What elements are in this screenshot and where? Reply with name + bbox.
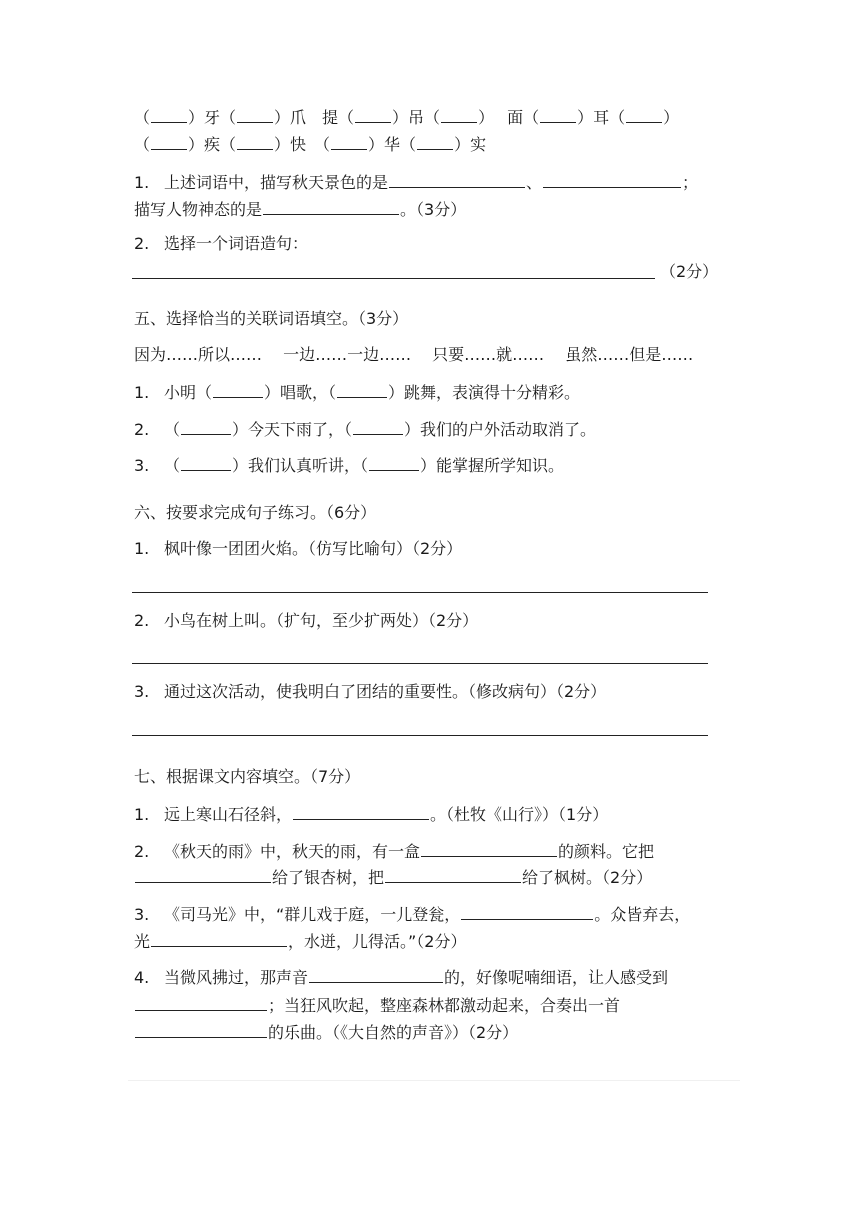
q5-item-3 [134, 454, 564, 476]
prompt-text: ；当狂风吹起，整座森林都激动起来，合奏出一首 [268, 996, 621, 1015]
prompt-text: 的，好像呢喃细语，让人感受到 [444, 968, 669, 987]
answer-blank[interactable] [369, 454, 419, 471]
item-number: 3. [134, 682, 150, 701]
q7-item-3-line-2 [134, 930, 467, 952]
idiom-text: ）吊（ [392, 108, 441, 127]
answer-blank[interactable] [135, 1021, 267, 1038]
idiom-row-1 [134, 106, 679, 128]
prompt-text: 当微风拂过，那声音 [164, 968, 309, 987]
item-number: 2. [134, 420, 150, 439]
item-number: 1. [134, 383, 150, 402]
prompt-text: ）我们的户外活动取消了。 [404, 420, 597, 439]
item-number: 1. [134, 805, 150, 824]
answer-line[interactable] [132, 735, 708, 736]
idiom-text: ）爪 提（ [274, 108, 355, 127]
q7-item-3-line-1 [134, 903, 690, 925]
q7-item-2-line-2 [134, 866, 652, 888]
section-5-heading: 五、选择恰当的关联词语填空。（3分） [134, 309, 409, 328]
score-text: 。（3分） [400, 200, 467, 219]
idiom-text: ） [663, 108, 680, 127]
prompt-text: 小鸟在树上叫。（扩句，至少扩两处）（2分） [164, 611, 479, 630]
idiom-blank[interactable] [355, 106, 391, 123]
q7-item-1 [134, 803, 608, 825]
prompt-text: 小明（ [164, 383, 213, 402]
answer-blank[interactable] [263, 198, 399, 215]
q7-item-4-line-2 [134, 994, 620, 1016]
prompt-text: 的乐曲。（《大自然的声音》）（2分） [268, 1023, 519, 1042]
item-number: 3. [134, 905, 150, 924]
idiom-text: （ [134, 108, 151, 127]
q6-item-1 [134, 539, 462, 559]
item-number: 1. [134, 173, 150, 192]
answer-line[interactable] [132, 278, 655, 279]
prompt-text: 《秋天的雨》中，秋天的雨，有一盒 [164, 842, 421, 861]
prompt-text: 给了枫树。（2分） [522, 868, 653, 887]
prompt-text: ）能掌握所学知识。 [420, 456, 565, 475]
answer-blank[interactable] [353, 418, 403, 435]
answer-blank[interactable] [385, 866, 521, 883]
q6-item-2 [134, 611, 478, 631]
prompt-text: 通过这次活动，使我明白了团结的重要性。（修改病句）（2分） [164, 682, 607, 701]
answer-blank[interactable] [461, 903, 593, 920]
idiom-blank[interactable] [626, 106, 662, 123]
item-number: 2. [134, 611, 150, 630]
answer-blank[interactable] [135, 994, 267, 1011]
answer-blank[interactable] [389, 171, 525, 188]
answer-blank[interactable] [421, 840, 557, 857]
prompt-text: 上述词语中，描写秋天景色的是 [164, 173, 389, 192]
idiom-row-2 [134, 133, 486, 155]
answer-line[interactable] [132, 592, 708, 593]
prompt-text: 。（杜牧《山行》）（1分） [430, 805, 609, 824]
section-7-heading: 七、根据课文内容填空。（7分） [134, 767, 361, 786]
q4-item-1-line-1 [134, 171, 698, 193]
answer-line[interactable] [132, 663, 708, 664]
answer-blank[interactable] [151, 930, 287, 947]
idiom-blank[interactable] [331, 133, 367, 150]
idiom-text: ）华（ [368, 135, 417, 154]
prompt-text: 枫叶像一团团火焰。（仿写比喻句）（2分） [164, 539, 463, 558]
q7-item-2-line-1 [134, 840, 654, 862]
prompt-text: 远上寒山石径斜， [164, 805, 293, 824]
prompt-text: 的颜料。它把 [558, 842, 655, 861]
answer-blank[interactable] [309, 966, 443, 983]
idiom-text: ）牙（ [188, 108, 237, 127]
prompt-text: 给了银杏树，把 [272, 868, 385, 887]
prompt-text: 描写人物神态的是 [134, 200, 263, 219]
prompt-text: ，水迸，儿得活。”（2分） [288, 932, 467, 951]
idiom-blank[interactable] [237, 106, 273, 123]
prompt-text: 。众皆弃去， [594, 905, 691, 924]
idiom-text: ）快 （ [274, 135, 331, 154]
prompt-text: ）跳舞，表演得十分精彩。 [388, 383, 581, 402]
score-text: （2分） [660, 262, 719, 281]
prompt-text: 《司马光》中，“群儿戏于庭，一儿登瓮， [164, 905, 461, 924]
q4-item-1-line-2 [134, 198, 466, 220]
q4-item-2 [134, 234, 308, 254]
q7-item-4-line-3 [134, 1021, 518, 1043]
prompt-text: 选择一个词语造句： [164, 234, 309, 253]
prompt-text: （ [164, 420, 181, 439]
conjunction-options: 因为……所以…… 一边……一边…… 只要……就…… 虽然……但是…… [134, 345, 694, 364]
idiom-blank[interactable] [417, 133, 453, 150]
separator: ； [682, 173, 699, 192]
idiom-text: ）疾（ [188, 135, 237, 154]
prompt-text: 光 [134, 932, 151, 951]
idiom-blank[interactable] [151, 106, 187, 123]
idiom-blank[interactable] [441, 106, 477, 123]
prompt-text: ）唱歌，（ [264, 383, 337, 402]
q5-item-2 [134, 418, 596, 440]
q6-item-3 [134, 682, 606, 702]
idiom-text: ） 面（ [478, 108, 540, 127]
idiom-text: （ [134, 135, 151, 154]
answer-blank[interactable] [181, 418, 231, 435]
q7-item-4-line-1 [134, 966, 668, 988]
answer-blank[interactable] [213, 381, 263, 398]
page-divider [128, 1080, 740, 1081]
q5-item-1 [134, 381, 580, 403]
prompt-text: ）今天下雨了，（ [232, 420, 353, 439]
separator: 、 [526, 173, 543, 192]
idiom-text: ）耳（ [577, 108, 626, 127]
item-number: 2. [134, 234, 150, 253]
answer-blank[interactable] [337, 381, 387, 398]
item-number: 4. [134, 968, 150, 987]
section-6-heading: 六、按要求完成句子练习。（6分） [134, 503, 377, 522]
answer-blank[interactable] [293, 803, 429, 820]
idiom-text: ）实 [454, 135, 487, 154]
answer-blank[interactable] [181, 454, 231, 471]
answer-blank[interactable] [135, 866, 271, 883]
idiom-blank[interactable] [151, 133, 187, 150]
idiom-blank[interactable] [540, 106, 576, 123]
item-number: 3. [134, 456, 150, 475]
answer-blank[interactable] [543, 171, 681, 188]
prompt-text: ）我们认真听讲，（ [232, 456, 369, 475]
item-number: 2. [134, 842, 150, 861]
item-number: 1. [134, 539, 150, 558]
idiom-blank[interactable] [237, 133, 273, 150]
prompt-text: （ [164, 456, 181, 475]
